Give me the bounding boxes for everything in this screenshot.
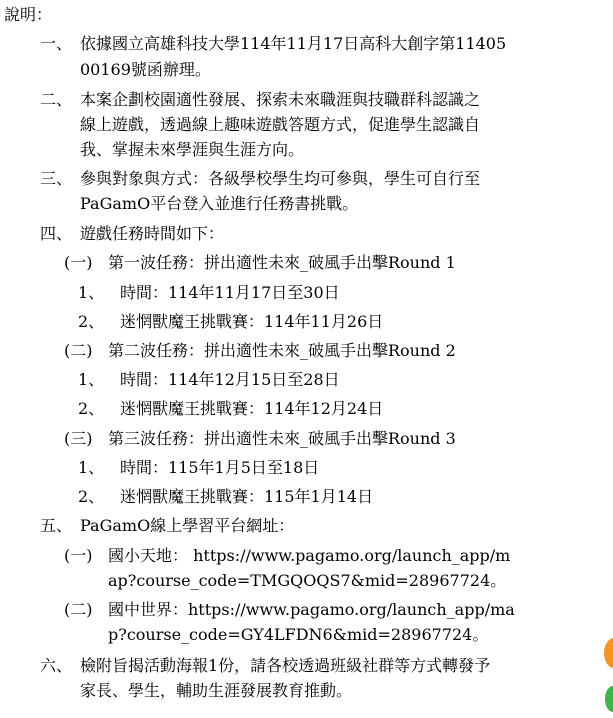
item-marker: 二、 bbox=[40, 90, 73, 109]
sub-text: 迷惘獸魔王挑戰賽：115年1月14日 bbox=[120, 487, 374, 506]
item-text-line: 線上遊戲，透過線上趣味遊戲答題方式，促進學生認識自 bbox=[80, 115, 481, 134]
item-text-line: 遊戲任務時間如下： bbox=[80, 224, 225, 243]
platform-link-junior-high-cont[interactable]: p?course_code=GY4LFDN6&mid=28967724。 bbox=[108, 625, 489, 644]
item-marker: 三、 bbox=[40, 169, 73, 188]
sub-number: 1、 bbox=[78, 370, 105, 389]
platform-marker: (一) bbox=[64, 546, 93, 565]
item-text-line: 檢附旨揭活動海報1份，請各校透過班級社群等方式轉發予 bbox=[80, 656, 491, 675]
wave-title: 第三波任務：拼出適性未來_破風手出擊Round 3 bbox=[108, 429, 456, 448]
item-text-line: 本案企劃校園適性發展、探索未來職涯與技職群科認識之 bbox=[80, 90, 481, 109]
sub-text: 時間：114年11月17日至30日 bbox=[120, 283, 340, 302]
item-text-line: 我、掌握未來學涯與生涯方向。 bbox=[80, 140, 305, 159]
sub-number: 2、 bbox=[78, 399, 105, 418]
sub-text: 時間：115年1月5日至18日 bbox=[120, 458, 320, 477]
wave-marker: (三) bbox=[64, 429, 93, 448]
item-marker: 一、 bbox=[40, 34, 73, 53]
item-text-line: 依據國立高雄科技大學114年11月17日高科大創字第11405 bbox=[80, 34, 507, 53]
platform-link-elementary-cont[interactable]: ap?course_code=TMGQOQS7&mid=28967724。 bbox=[108, 571, 507, 590]
wave-title: 第一波任務：拼出適性未來_破風手出擊Round 1 bbox=[108, 253, 456, 272]
item-text-line: 家長、學生，輔助生涯發展教育推動。 bbox=[80, 681, 353, 700]
green-decoration-shape bbox=[605, 686, 613, 712]
platform-link-elementary[interactable]: 國小天地： https://www.pagamo.org/launch_app/m bbox=[108, 546, 511, 565]
item-marker: 五、 bbox=[40, 516, 73, 535]
sub-number: 1、 bbox=[78, 458, 105, 477]
wave-marker: (一) bbox=[64, 253, 93, 272]
orange-decoration-shape bbox=[604, 638, 613, 668]
platform-marker: (二) bbox=[64, 600, 93, 619]
sub-text: 迷惘獸魔王挑戰賽：114年11月26日 bbox=[120, 312, 384, 331]
wave-marker: (二) bbox=[64, 341, 93, 360]
wave-title: 第二波任務：拼出適性未來_破風手出擊Round 2 bbox=[108, 341, 456, 360]
platform-link-junior-high[interactable]: 國中世界：https://www.pagamo.org/launch_app/ma bbox=[108, 600, 515, 619]
sub-number: 1、 bbox=[78, 283, 105, 302]
section-heading: 說明： bbox=[4, 5, 53, 24]
item-text-line: PaGamO平台登入並進行任務書挑戰。 bbox=[80, 194, 359, 213]
item-text-line: PaGamO線上學習平台網址： bbox=[80, 516, 295, 535]
sub-number: 2、 bbox=[78, 312, 105, 331]
sub-text: 迷惘獸魔王挑戰賽：114年12月24日 bbox=[120, 399, 384, 418]
item-text-line: 00169號函辦理。 bbox=[80, 60, 211, 79]
item-marker: 四、 bbox=[40, 224, 73, 243]
sub-text: 時間：114年12月15日至28日 bbox=[120, 370, 340, 389]
sub-number: 2、 bbox=[78, 487, 105, 506]
item-text-line: 參與對象與方式：各級學校學生均可參與，學生可自行至 bbox=[80, 169, 481, 188]
item-marker: 六、 bbox=[40, 656, 73, 675]
